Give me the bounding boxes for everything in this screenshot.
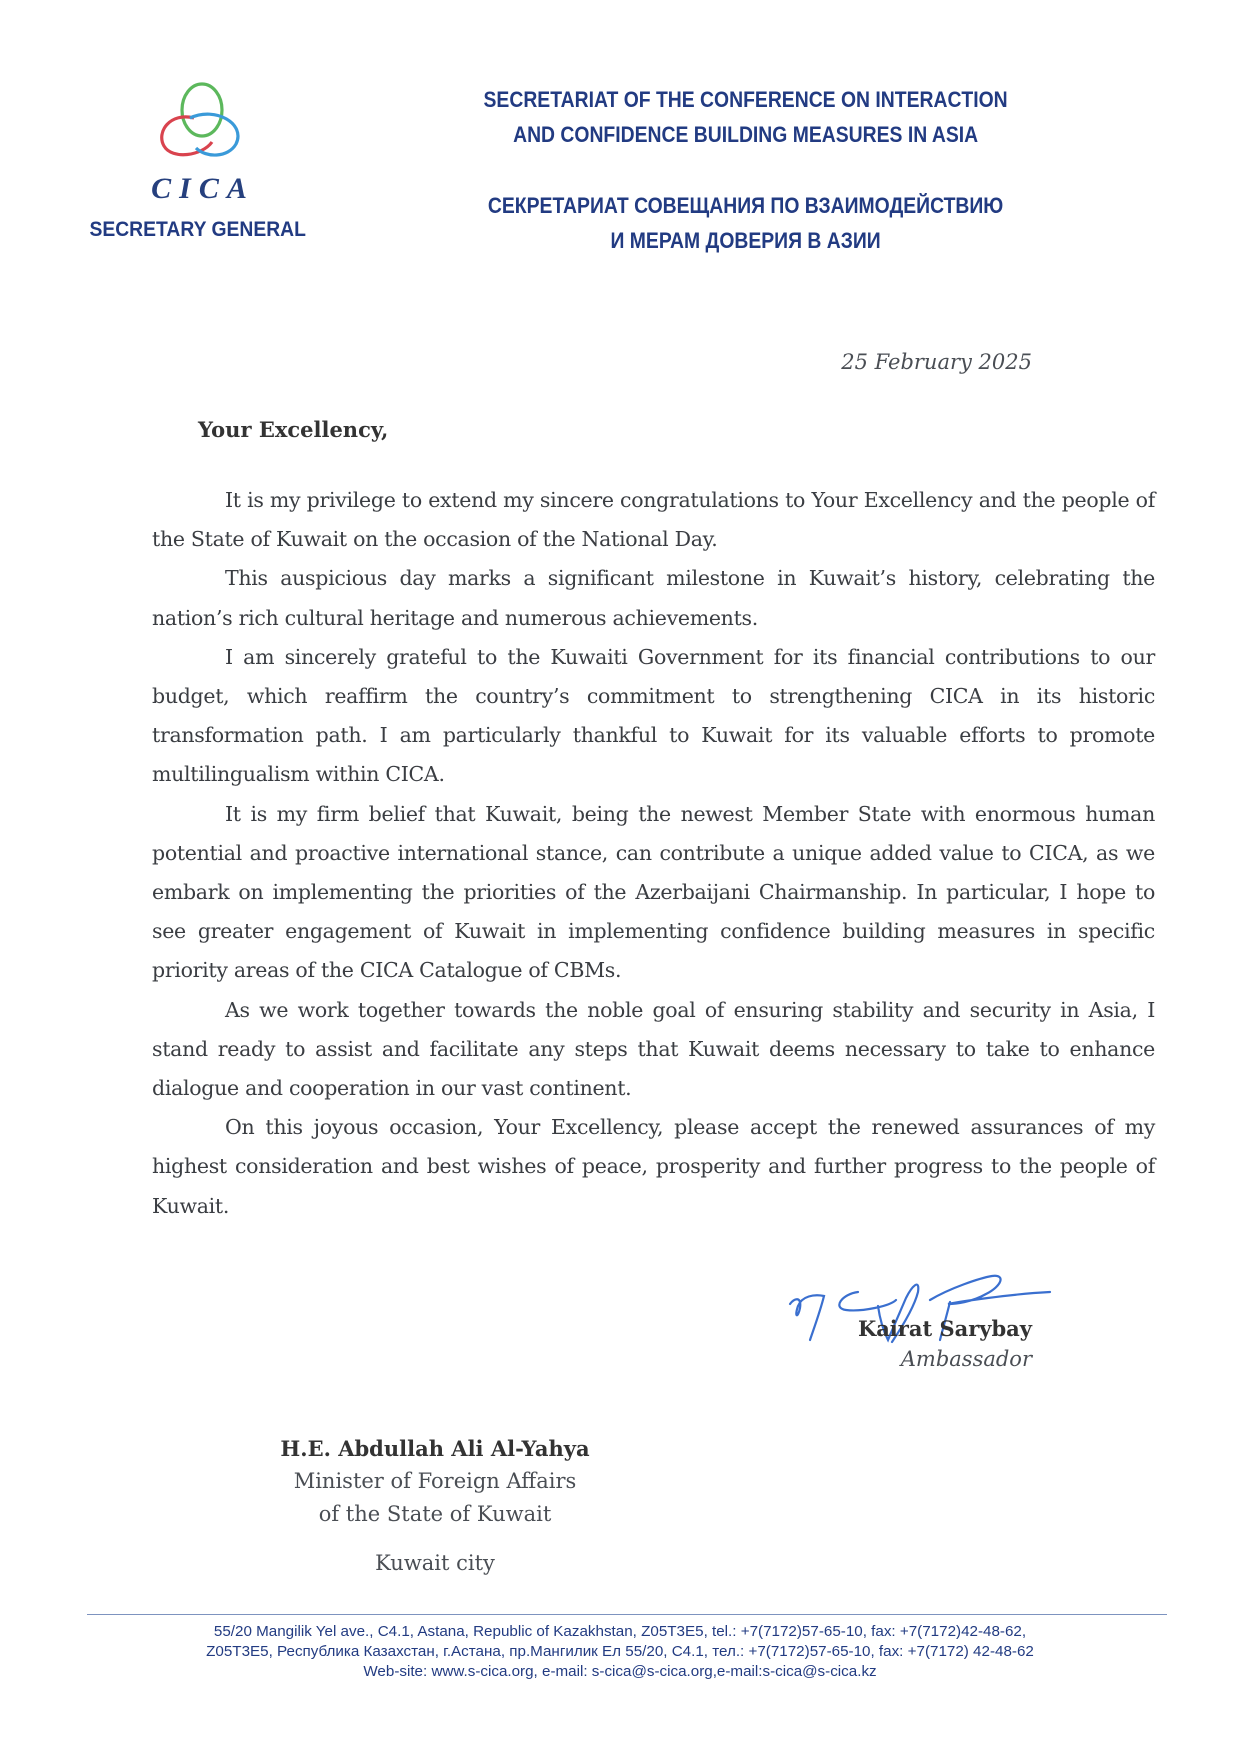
letter-body bbox=[152, 481, 1155, 1226]
header-title-english bbox=[420, 82, 1071, 152]
cica-logo-icon bbox=[150, 76, 250, 176]
footer-divider bbox=[87, 1614, 1167, 1615]
signer-block bbox=[858, 1316, 1032, 1371]
addressee-position-1: Minister of Foreign Affairs bbox=[293, 1469, 577, 1493]
footer-address-english: 55/20 Mangilik Yel ave., C4.1, Astana, Republic of Kazakhstan, Z05T3E5, tel.: +7(7172)57-65-10, fax: +7(7172)42-48-62, bbox=[213, 1623, 1027, 1640]
footer-web-email: Web-site: www.s-cica.org, e-mail: s-cica@s-cica.org,e-mail:s-cica@s-cica.kz bbox=[363, 1663, 877, 1680]
paragraph: On this joyous occasion, Your Excellency, please accept the renewed assurances of my highest consideration and best wishes of peace, prosperity and further progress to the people of Kuwait. bbox=[152, 1115, 1155, 1218]
addressee-block bbox=[250, 1432, 620, 1580]
addressee-name: H.E. Abdullah Ali Al-Yahya bbox=[280, 1436, 590, 1461]
paragraph: This auspicious day marks a significant milestone in Kuwait’s history, celebrating the nation’s rich cultural heritage and numerous achievements. bbox=[152, 566, 1155, 630]
paragraph: I am sincerely grateful to the Kuwaiti Government for its financial contributions to our budget, which reaffirm the country’s commitment to strengthening CICA in its historic transformation path. I am particularly thankful to Kuwait for its valuable efforts to promote multilingualism within CICA. bbox=[152, 644, 1155, 787]
office-title: SECRETARY GENERAL bbox=[89, 218, 306, 241]
addressee-city: Kuwait city bbox=[375, 1551, 495, 1575]
header-title-russian bbox=[420, 188, 1071, 258]
paragraph: As we work together towards the noble goal of ensuring stability and security in Asia, I stand ready to assist and facilitate any steps that Kuwait deems necessary to take to enhance dialogue and cooperation in our vast continent. bbox=[152, 997, 1155, 1101]
addressee-position-2: of the State of Kuwait bbox=[318, 1502, 552, 1526]
salutation: Your Excellency, bbox=[198, 417, 389, 442]
footer-address-russian: Z05T3E5, Республика Казахстан, г.Астана, пр.Мангилик Ел 55/20, C4.1, тел.: +7(7172)57-65-10, fax: +7(7172) 42-48-62 bbox=[206, 1643, 1034, 1660]
header-ru-line-2: И МЕРАМ ДОВЕРИЯ В АЗИИ bbox=[610, 228, 881, 253]
logo-text: CICA bbox=[151, 172, 255, 205]
footer-contacts bbox=[60, 1622, 1180, 1682]
signer-name: Kairat Sarybay bbox=[857, 1316, 1032, 1341]
paragraph: It is my firm belief that Kuwait, being the newest Member State with enormous human potential and proactive international stance, can contribute a unique added value to CICA, as we embark on implementing the priorities of the Azerbaijani Chairmanship. In particular, I hope to see greater engagement of Kuwait in implementing confidence building measures in specific priority areas of the CICA Catalogue of CBMs. bbox=[152, 801, 1155, 983]
signer-title: Ambassador bbox=[900, 1347, 1032, 1371]
paragraph: It is my privilege to extend my sincere congratulations to Your Excellency and the people of the State of Kuwait on the occasion of the National Day. bbox=[152, 488, 1155, 552]
letter-date: 25 February 2025 bbox=[841, 350, 1032, 374]
header-ru-line-1: СЕКРЕТАРИАТ СОВЕЩАНИЯ ПО ВЗАИМОДЕЙСТВИЮ bbox=[487, 193, 1004, 218]
header-en-line-1: SECRETARIAT OF THE CONFERENCE ON INTERACTION bbox=[483, 87, 1008, 112]
header-en-line-2: AND CONFIDENCE BUILDING MEASURES IN ASIA bbox=[513, 122, 979, 147]
